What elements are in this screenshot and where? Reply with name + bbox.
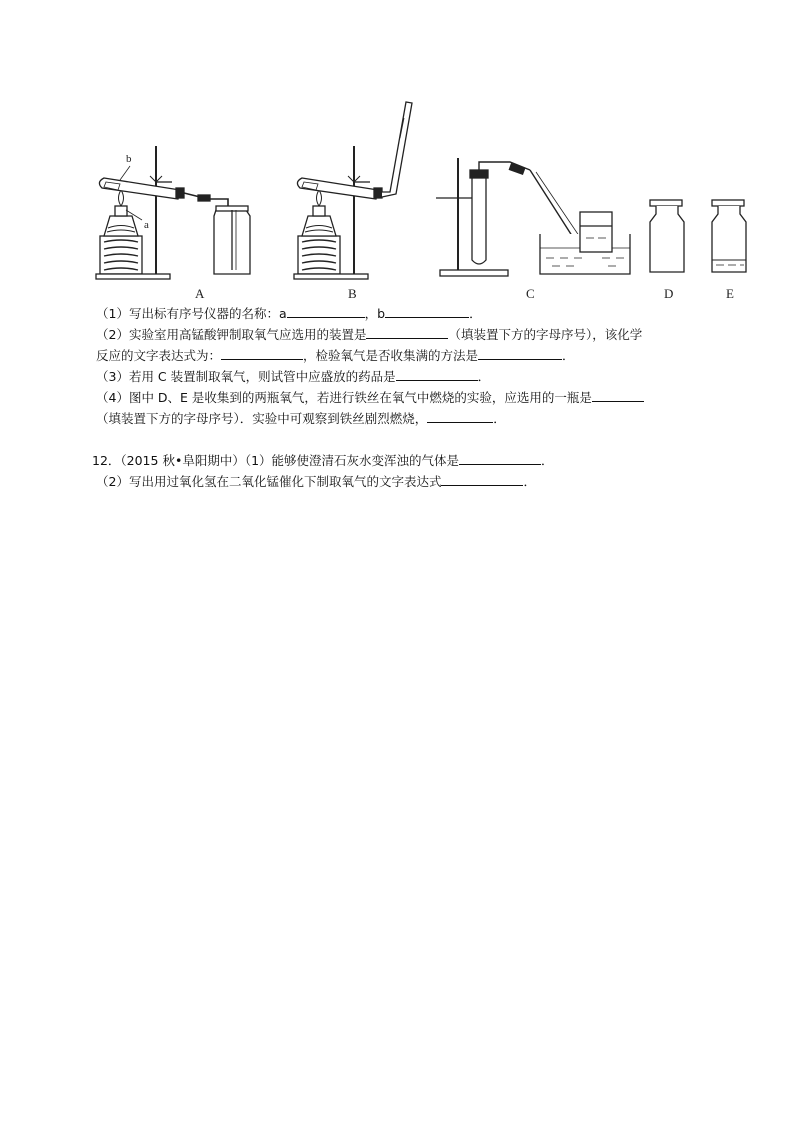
q11-part4-line1: （4）图中 D、E 是收集到的两瓶氧气，若进行铁丝在氧气中燃烧的实验，应选用的一瓶是	[96, 389, 644, 406]
q12-part1: 12．（2015 秋•阜阳期中）（1）能够使澄清石灰水变浑浊的气体是 ．	[92, 453, 554, 468]
blank-method[interactable]	[478, 347, 562, 360]
blank-a[interactable]	[287, 305, 365, 318]
apparatus-figure	[90, 98, 760, 304]
q11-part4-line2: （填装置下方的字母序号）．实验中可观察到铁丝剧烈燃烧， ．	[96, 411, 506, 426]
caption-d: D	[664, 286, 674, 301]
bottle-d	[650, 200, 684, 272]
q11-part2-line2: 反应的文字表达式为： ，检验氧气是否收集满的方法是 ．	[96, 348, 575, 363]
caption-c: C	[526, 286, 535, 301]
q11-part1: （1）写出标有序号仪器的名称：a ，b ．	[96, 306, 482, 321]
blank-equation[interactable]	[221, 347, 303, 360]
label-b: b	[126, 153, 132, 165]
blank-b[interactable]	[385, 305, 469, 318]
q11-part2-line1: （2）实验室用高锰酸钾制取氧气应选用的装置是 （填装置下方的字母序号），该化学	[96, 327, 643, 342]
apparatus-b	[294, 102, 412, 279]
blank-reagent[interactable]	[396, 368, 478, 381]
blank-device[interactable]	[366, 326, 448, 339]
blank-gas[interactable]	[459, 452, 541, 465]
apparatus-a	[96, 146, 250, 279]
caption-b: B	[348, 286, 357, 301]
caption-e: E	[726, 286, 734, 301]
apparatus-c	[436, 158, 630, 276]
q12-part2: （2）写出用过氧化氢在二氧化锰催化下制取氧气的文字表达式 ．	[96, 474, 536, 489]
label-a: a	[144, 219, 149, 231]
blank-h2o2-equation[interactable]	[441, 473, 523, 486]
caption-a: A	[195, 286, 205, 301]
blank-phenomenon[interactable]	[427, 410, 493, 423]
blank-bottle[interactable]	[592, 389, 644, 402]
bottle-e	[712, 200, 746, 272]
q11-part3: （3）若用 C 装置制取氧气，则试管中应盛放的药品是 ．	[96, 369, 491, 384]
